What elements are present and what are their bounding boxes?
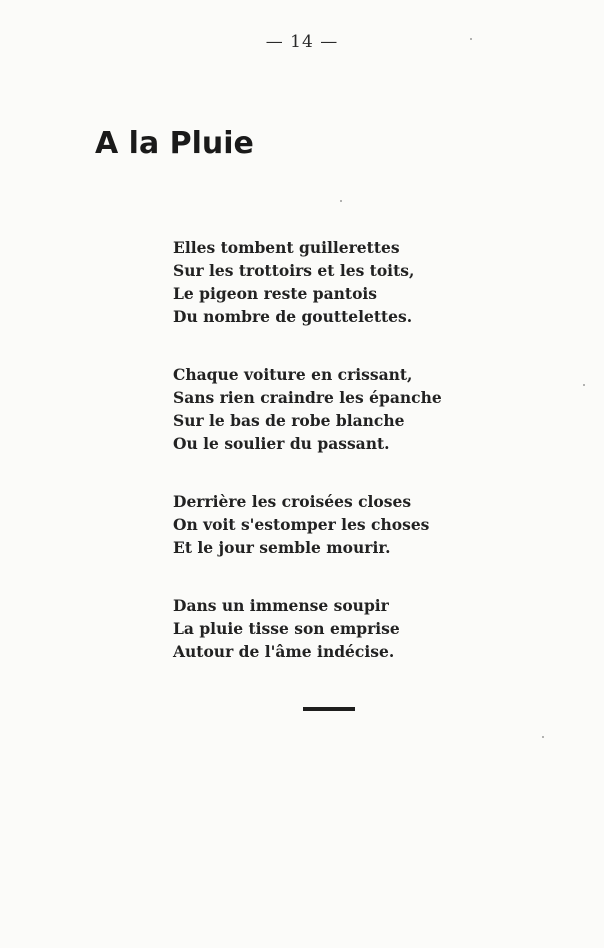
page-number: — 14 — xyxy=(265,32,339,52)
paper-speck xyxy=(470,38,472,40)
paper-speck xyxy=(340,200,342,202)
end-rule-divider xyxy=(303,707,355,711)
poem-title: A la Pluie xyxy=(95,126,254,161)
poem-body xyxy=(173,236,473,698)
poem-line: Dans un immense soupir xyxy=(173,596,389,615)
poem-line: Derrière les croisées closes xyxy=(173,492,412,511)
poem-line: Sur le bas de robe blanche xyxy=(173,411,405,430)
poem-line: Et le jour semble mourir. xyxy=(173,538,391,557)
poem-line: Elles tombent guillerettes xyxy=(173,238,400,257)
poem-line: Du nombre de gouttelettes. xyxy=(173,307,413,326)
poem-line: Autour de l'âme indécise. xyxy=(173,642,395,661)
paper-speck xyxy=(542,736,544,738)
stanza-1 xyxy=(173,236,473,328)
stanza-3 xyxy=(173,490,473,559)
poem-line: On voit s'estomper les choses xyxy=(173,515,430,534)
stanza-4 xyxy=(173,594,473,663)
poem-line: Sur les trottoirs et les toits, xyxy=(173,261,415,280)
poem-line: La pluie tisse son emprise xyxy=(173,619,400,638)
poem-line: Ou le soulier du passant. xyxy=(173,434,390,453)
paper-speck xyxy=(583,384,585,386)
stanza-2 xyxy=(173,363,473,455)
poem-line: Le pigeon reste pantois xyxy=(173,284,378,303)
poem-line: Sans rien craindre les épanche xyxy=(173,388,442,407)
poem-line: Chaque voiture en crissant, xyxy=(173,365,413,384)
